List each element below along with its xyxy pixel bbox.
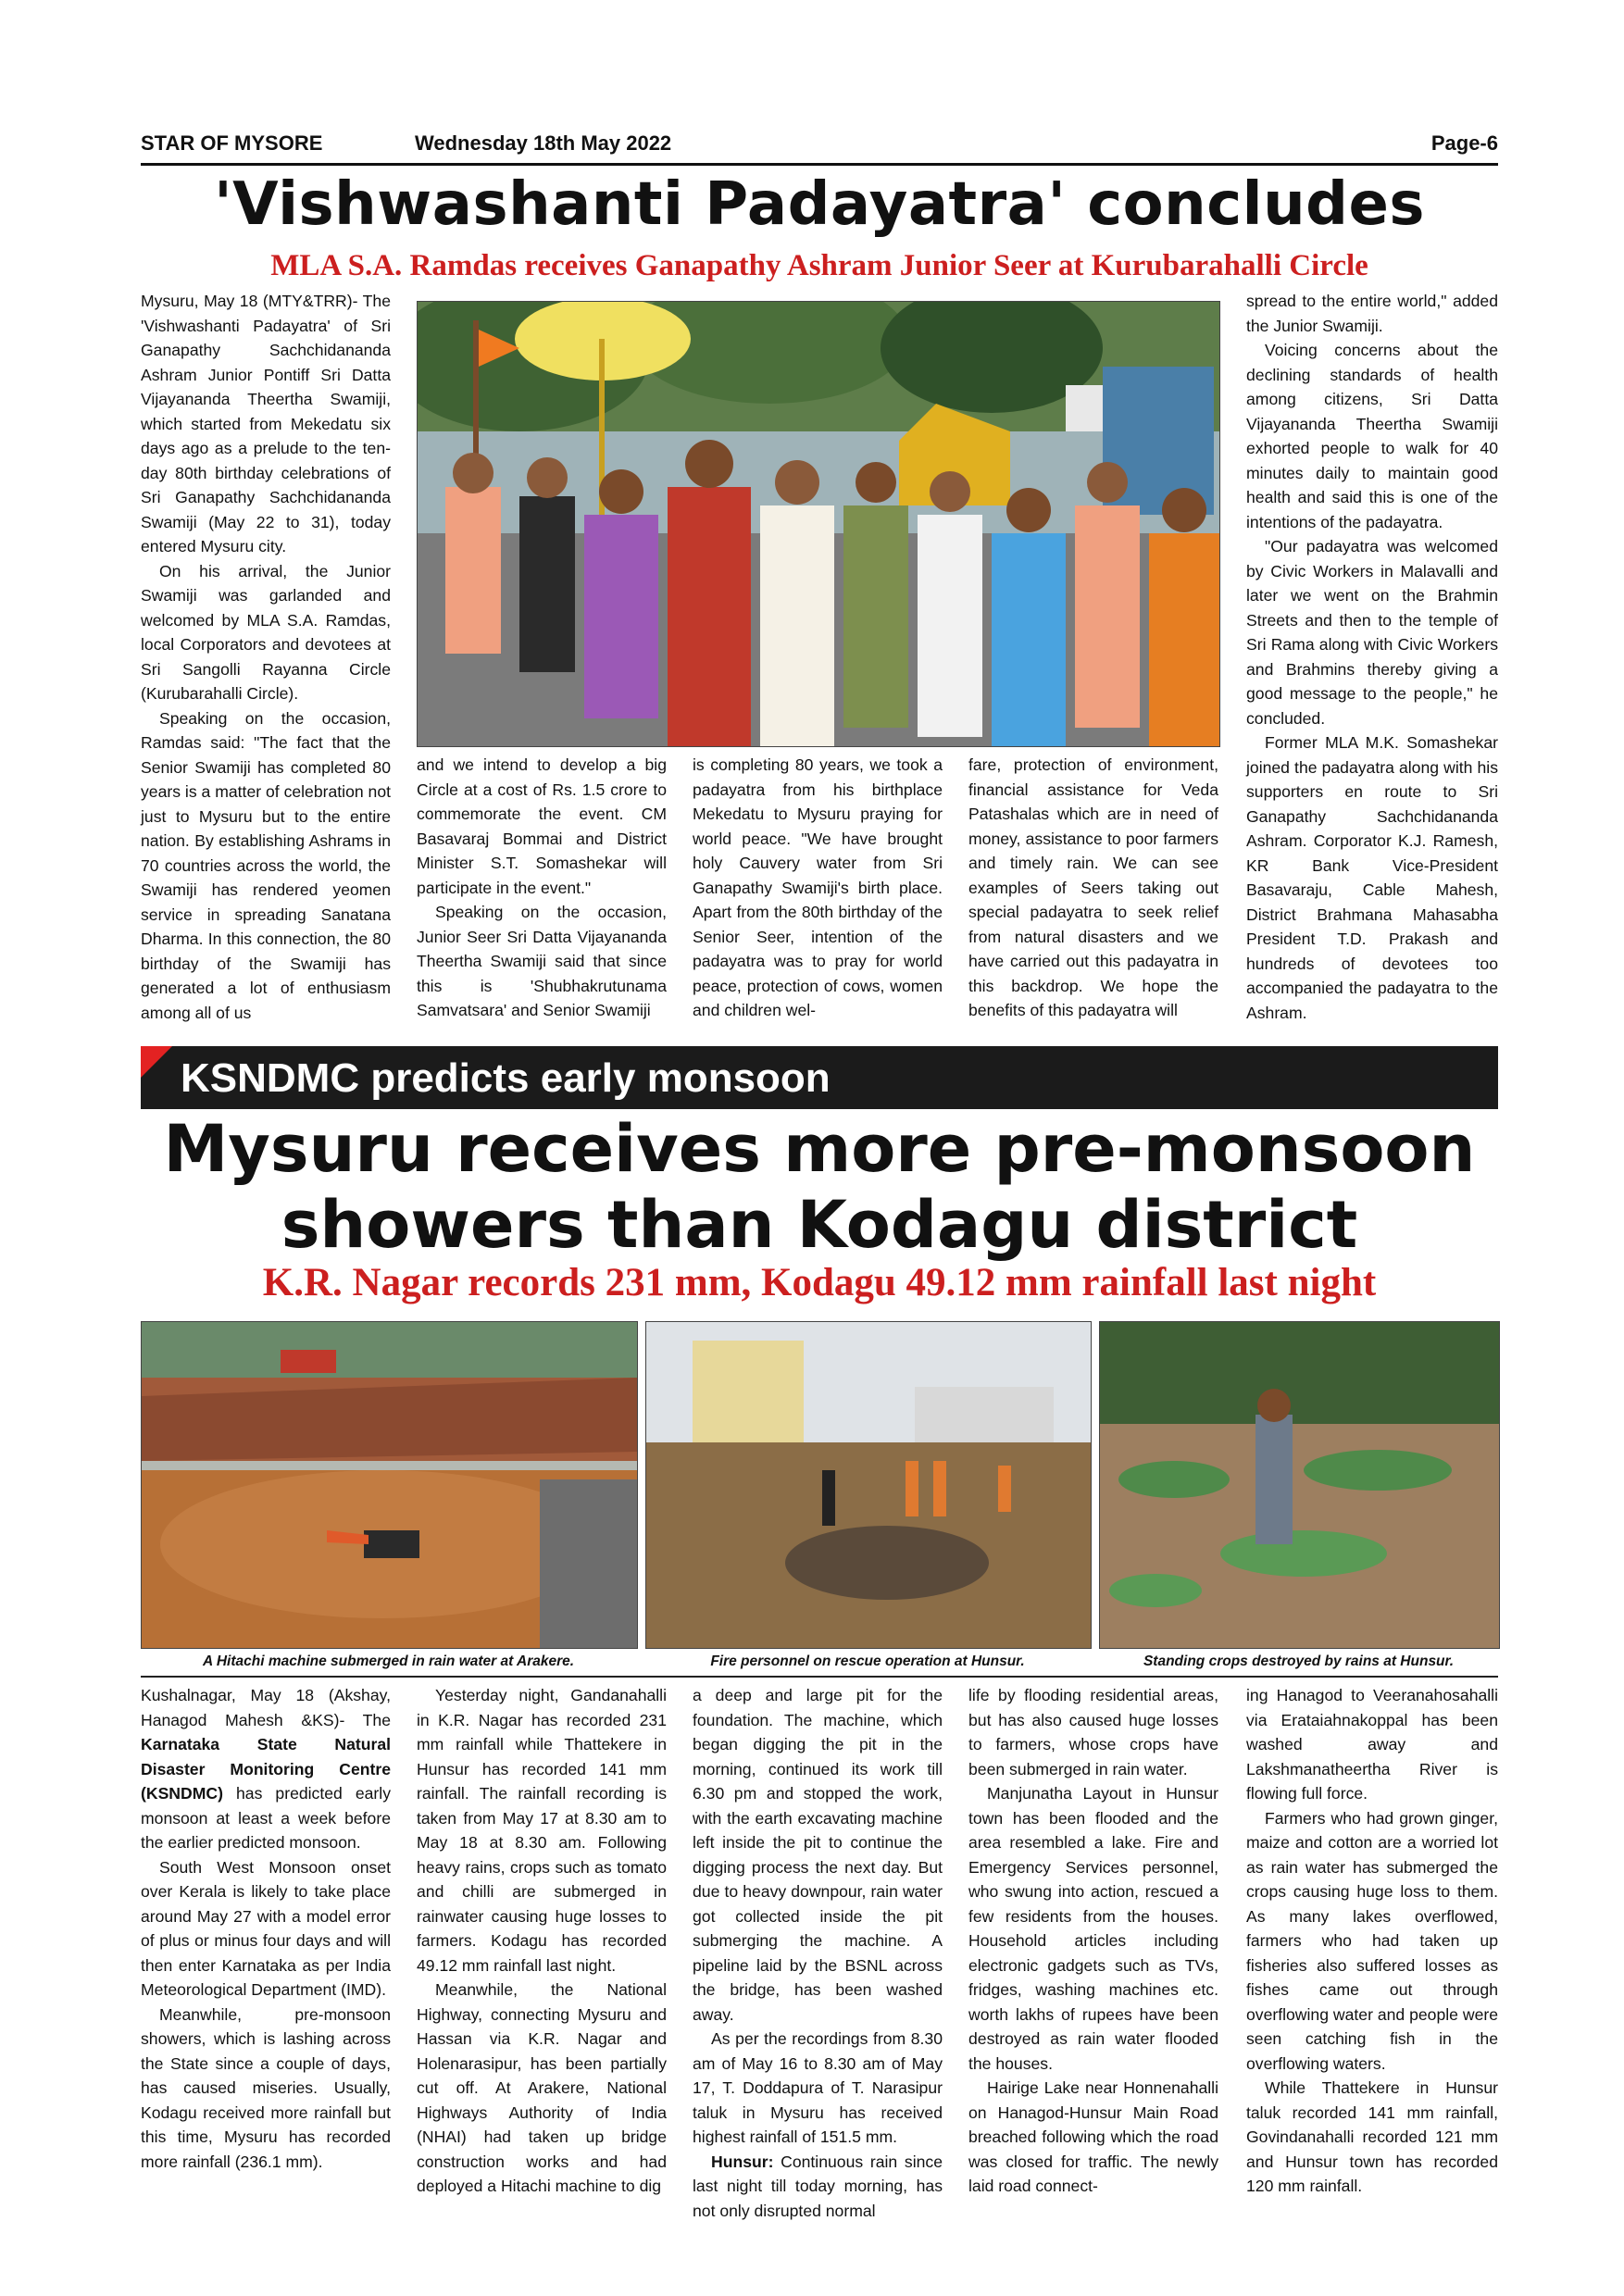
story2-headline	[141, 1111, 1498, 1263]
paper-name: STAR OF MYSORE	[141, 131, 323, 155]
story1-paragraph: "Our padayatra was welcomed by Civic Workers in Malavalli and later we went on the Brahmin Streets and then to the temple of Sri Rama along with Civic Workers and Brahmins thereby giving a good message to the people," he concluded.	[1246, 537, 1498, 728]
story2-lead-paragraph	[141, 1683, 391, 1855]
hunsur-label: Hunsur:	[711, 2152, 774, 2171]
story1-paragraph: Voicing concerns about the declining standards of health among citizens, Sri Datta Vijayananda Theertha Swamiji exhorted people to walk for 40 minutes daily to maintain good health and said this is one of the intentions of the padayatra.	[1246, 341, 1498, 531]
story1-column-4	[968, 753, 1218, 1023]
story2-column-2	[417, 1683, 667, 2199]
story1-paragraph: Former MLA M.K. Somashekar joined the padayatra along with his supporters en route to Sri Ganapathy Sachchidananda Ashram. Corporator K.J. Ramesh, KR Bank Vice-President Basavaraju, Cable Mahesh, District Brahmana Mahasabha President T.D. Prakash and hundreds of devotees too accompanied the padayatra to the Ashram.	[1246, 733, 1498, 1022]
story2-paragraph: Farmers who had grown ginger, maize and cotton are a worried lot as rain water has submerged the crops causing huge loss to them. As many lakes overflowed, farmers who had taken up fisheries also suffered losses as fishes came out through overflowing water and people were seen catching fish in the overflowing waters.	[1246, 1808, 1498, 2073]
story2-headline-line-1: Mysuru receives more pre-monsoon	[163, 1111, 1476, 1187]
story2-paragraph: a deep and large pit for the foundation. The machine, which began digging the pit in the morning, continued its work till 6.30 pm and stopped the work, with the earth excavating machine left inside the pit to continue the digging process the next day. But due to heavy downpour, rain water got collected inside the pit submerging the machine. A pipeline laid by the BSNL across the bridge, has been washed away.	[693, 1686, 943, 2024]
story1-paragraph: Mysuru, May 18 (MTY&TRR)- The 'Vishwashanti Padayatra' of Sri Ganapathy Sachchidananda Ashram Junior Pontiff Sri Datta Vijayananda Theertha Swamiji, which started from Mekedatu six days ago as a prelude to the ten-day 80th birthday celebrations of Sri Ganapathy Sachchidananda Swamiji (May 22 to 31), today entered Mysuru city.	[141, 292, 391, 555]
story2-paragraph: Hairige Lake near Honnenahalli on Hanagod-Hunsur Main Road breached following which the road was closed for traffic. The newly laid road connect-	[968, 2078, 1218, 2195]
story2-paragraph: As per the recordings from 8.30 am of May 16 to 8.30 am of May 17, T. Doddapura of T. Narasipur taluk in Mysuru has received highest rainfall of 151.5 mm.	[693, 2029, 943, 2146]
story1-paragraph: Speaking on the occasion, Junior Seer Sri Datta Vijayananda Theertha Swamiji said that since this is 'Shubhakrutunama Samvatsara' and Senior Swamiji	[417, 903, 667, 1019]
story2-headline-line-2: showers than Kodagu district	[281, 1187, 1358, 1263]
caption-rule	[141, 1676, 1498, 1678]
story2-paragraph: South West Monsoon onset over Kerala is likely to take place around May 27 with a model error of plus or minus four days and will then enter Karnataka as per India Meteorological Department (IMD).	[141, 1857, 391, 1999]
story2-paragraph: Meanwhile, the National Highway, connecting Mysuru and Hassan via K.R. Nagar and Holenarasipur, has been partially cut off. At Arakere, National Highways Authority of India (NHAI) had taken up bridge construction works and had deployed a Hitachi machine to dig	[417, 1980, 667, 2195]
story1-paragraph: spread to the entire world," added the Junior Swamiji.	[1246, 292, 1498, 335]
story2-paragraph: Meanwhile, pre-monsoon showers, which is lashing across the State since a couple of days, has caused miseries. Usually, Kodagu received more rainfall but this time, Mysuru has recorded more rainfall (236.1 mm).	[141, 2004, 391, 2171]
hunsur-text: Continuous rain since last night till today morning, has not only disrupted normal	[693, 2152, 943, 2220]
lead-text: Kushalnagar, May 18 (Akshay, Hanagod Mahesh &KS)- The	[141, 1686, 391, 1729]
photo-caption-3: Standing crops destroyed by rains at Hunsur.	[1143, 1653, 1455, 1669]
story1-paragraph: Speaking on the occasion, Ramdas said: "The fact that the Senior Swamiji has completed 80 years is a matter of celebration not just to Mysuru but to the entire nation. By establishing Ashrams in 70 countries across the world, the Swamiji has rendered yeomen service in spreading Sanatana Dharma. In this connection, the 80 birthday of the Swamiji has generated a lot of enthusiasm among all of us	[141, 708, 391, 1022]
padayatra-photo	[417, 301, 1220, 747]
story2-paragraph: Manjunatha Layout in Hunsur town has been flooded and the area resembled a lake. Fire and Emergency Services personnel, who swung into action, rescued a few residents from the houses. Household articles including electronic gadgets such as TVs, fridges, washing machines etc. worth lakhs of rupees have been destroyed as rain water flooded the houses.	[968, 1784, 1218, 2073]
banner-corner-accent	[141, 1046, 172, 1078]
issue-date: Wednesday 18th May 2022	[415, 131, 672, 155]
photo-caption-1: A Hitachi machine submerged in rain water at Arakere.	[202, 1653, 575, 1669]
story1-column-1	[141, 289, 391, 1025]
story1-column-2	[417, 753, 667, 1023]
story1-paragraph: On his arrival, the Junior Swamiji was garlanded and welcomed by MLA S.A. Ramdas, local Corporators and devotees at Sri Sangolli Rayanna Circle (Kurubarahalli Circle).	[141, 561, 391, 703]
story2-column-1	[141, 1683, 391, 2174]
story1-paragraph: and we intend to develop a big Circle at a cost of Rs. 1.5 crore to commemorate the event. CM Basavaraj Bommai and District Minister S.T. Somashekar will participate in the event."	[417, 755, 667, 897]
story1-paragraph: fare, protection of environment, financial assistance for Veda Patashalas which are in need of money, assistance to poor farmers and timely rain. We can see examples of Seers taking out special padayatra to seek relief from natural disasters and we have carried out this padayatra in this backdrop. We hope the benefits of this padayatra will	[968, 755, 1218, 1019]
story2-subhead: K.R. Nagar records 231 mm, Kodagu 49.12 mm rainfall last night	[262, 1261, 1377, 1304]
story2-paragraph	[693, 2150, 943, 2224]
page-number: Page-6	[1430, 131, 1498, 155]
story1-subhead: MLA S.A. Ramdas receives Ganapathy Ashram Junior Seer at Kurubarahalli Circle	[270, 249, 1368, 282]
crops-destroyed-photo	[1099, 1321, 1500, 1649]
story2-paragraph: Yesterday night, Gandanahalli in K.R. Nagar has recorded 231 mm rainfall while Thattekere in Hunsur has recorded 141 mm rainfall. The rainfall recording is taken from May 17 at 8.30 am to May 18 at 8.30 am. Following heavy rains, crops such as tomato and chilli are submerged in rainwater causing huge losses to farmers. Kodagu has recorded 49.12 mm rainfall last night.	[417, 1686, 667, 1975]
photo-caption-2: Fire personnel on rescue operation at Hunsur.	[710, 1653, 1025, 1669]
story2-column-5	[1246, 1683, 1498, 2199]
story2-paragraph: ing Hanagod to Veeranahosahalli via Erataiahnakoppal has been washed away and Lakshmanatheertha River is flowing full force.	[1246, 1686, 1498, 1803]
story2-paragraph: While Thattekere in Hunsur taluk recorded 141 mm rainfall, Govindanahalli recorded 121 mm and Hunsur town has recorded 120 mm rainfall.	[1246, 2078, 1498, 2195]
story1-column-5	[1246, 289, 1498, 1025]
ksndmc-name: Karnataka State Natural Disaster Monitoring Centre (KSNDMC)	[141, 1735, 391, 1803]
fire-rescue-photo	[645, 1321, 1092, 1649]
masthead-rule	[141, 163, 1498, 166]
lead-text: has predicted early monsoon at least a week before the earlier predicted monsoon.	[141, 1784, 391, 1852]
story1-column-3	[693, 753, 943, 1023]
hitachi-machine-photo	[141, 1321, 638, 1649]
story2-column-3	[693, 1683, 943, 2223]
story2-column-4	[968, 1683, 1218, 2199]
story1-headline: 'Vishwashanti Padayatra' concludes	[214, 170, 1425, 239]
story2-paragraph: life by flooding residential areas, but has also caused huge losses to farmers, whose crops have been submerged in rain water.	[968, 1686, 1218, 1778]
story1-paragraph: is completing 80 years, we took a padayatra from his birthplace Mekedatu to Mysuru praying for world peace. "We have brought holy Cauvery water from Sri Ganapathy Swamiji's birth place. Apart from the 80th birthday of the Senior Seer, intention of the padayatra was to pray for world peace, protection of cows, women and children wel-	[693, 755, 943, 1019]
masthead	[141, 131, 1498, 159]
banner-title: KSNDMC predicts early monsoon	[181, 1055, 831, 1101]
